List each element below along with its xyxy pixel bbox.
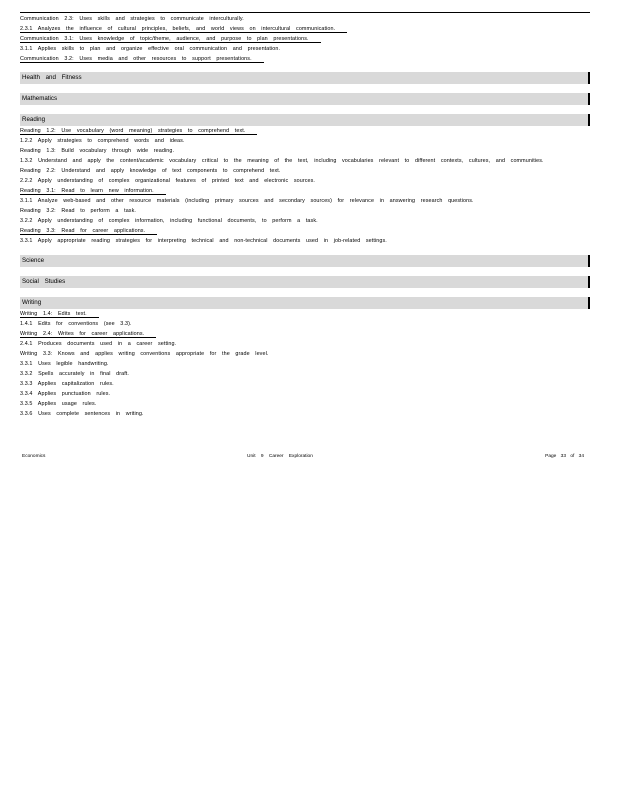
reading-line-text: 3.1.1 Analyze web-based and other resource materials (including primary sources and secondary sources) for relevance in answering research questions.	[20, 198, 474, 204]
footer-page-number: Page 33 of 34	[545, 454, 584, 459]
reading-line	[20, 226, 590, 236]
writing-line	[20, 399, 590, 409]
top-rule	[20, 12, 590, 13]
writing-standards	[20, 309, 590, 419]
reading-line-text: 1.3.2 Understand and apply the content/academic vocabulary critical to the meaning of the text, including vocabularies relevant to different contexts, cultures, and communities.	[20, 158, 544, 164]
writing-line	[20, 339, 590, 349]
communication-line	[20, 24, 590, 34]
writing-line-text: Writing 3.3: Knows and applies writing conventions appropriate for the grade level.	[20, 351, 269, 357]
writing-line-text: 3.3.5 Applies usage rules.	[20, 401, 97, 407]
reading-line	[20, 166, 590, 176]
reading-line	[20, 156, 590, 166]
writing-line-text: 1.4.1 Edits for conventions (see 3.3).	[20, 321, 132, 327]
writing-line	[20, 409, 590, 419]
reading-line-text: Reading 3.2: Read to perform a task.	[20, 208, 136, 214]
reading-line-text: Reading 2.2: Understand and apply knowledge of text components to comprehend text.	[20, 168, 281, 174]
section-header-social-studies: Social Studies	[20, 276, 590, 288]
reading-line	[20, 216, 590, 226]
reading-line	[20, 236, 590, 246]
writing-line	[20, 359, 590, 369]
writing-line	[20, 349, 590, 359]
writing-line-text: Writing 2.4: Writes for career applications.	[20, 331, 156, 338]
writing-line-text: 3.3.3 Applies capitalization rules.	[20, 381, 114, 387]
reading-line-text: 2.2.2 Apply understanding of complex organizational features of printed text and electronic sources.	[20, 178, 316, 184]
reading-line	[20, 206, 590, 216]
section-header-mathematics: Mathematics	[20, 93, 590, 105]
footer-unit: Unit 9 Career Exploration	[247, 454, 313, 459]
communication-line-text: Communication 2.3: Uses skills and strategies to communicate interculturally.	[20, 16, 244, 22]
writing-line	[20, 389, 590, 399]
footer-course: Economics	[22, 454, 46, 459]
reading-line	[20, 146, 590, 156]
communication-line-text: 2.3.1 Analyzes the influence of cultural principles, beliefs, and world views on intercultural communication.	[20, 26, 347, 33]
communication-standards	[20, 14, 590, 64]
communication-line	[20, 44, 590, 54]
communication-line-text: Communication 3.2: Uses media and other resources to support presentations.	[20, 56, 264, 63]
writing-line-text: Writing 1.4: Edits text.	[20, 311, 99, 318]
reading-line	[20, 196, 590, 206]
reading-line	[20, 186, 590, 196]
section-header-reading: Reading	[20, 114, 590, 126]
communication-line	[20, 14, 590, 24]
writing-line	[20, 319, 590, 329]
writing-line	[20, 309, 590, 319]
reading-line-text: Reading 3.3: Read for career applications.	[20, 228, 157, 235]
writing-line	[20, 369, 590, 379]
reading-line	[20, 126, 590, 136]
reading-line-text: 1.2.2 Apply strategies to comprehend words and ideas.	[20, 138, 185, 144]
writing-line-text: 3.3.6 Uses complete sentences in writing.	[20, 411, 144, 417]
writing-line	[20, 379, 590, 389]
communication-line-text: 3.1.1 Applies skills to plan and organize effective oral communication and presentation.	[20, 46, 281, 52]
communication-line	[20, 34, 590, 44]
reading-line-text: 3.3.1 Apply appropriate reading strategies for interpreting technical and non-technical documents used in job-related settings.	[20, 238, 387, 244]
reading-line-text: Reading 3.1: Read to learn new information.	[20, 188, 166, 195]
reading-line	[20, 176, 590, 186]
section-header-science: Science	[20, 255, 590, 267]
reading-line-text: Reading 1.3: Build vocabulary through wide reading.	[20, 148, 175, 154]
writing-line	[20, 329, 590, 339]
reading-standards	[20, 126, 590, 246]
writing-line-text: 2.4.1 Produces documents used in a career setting.	[20, 341, 177, 347]
reading-line-text: Reading 1.2: Use vocabulary (word meaning) strategies to comprehend text.	[20, 128, 257, 135]
reading-line	[20, 136, 590, 146]
writing-line-text: 3.3.1 Uses legible handwriting.	[20, 361, 109, 367]
section-header-writing: Writing	[20, 297, 590, 309]
writing-line-text: 3.3.4 Applies punctuation rules.	[20, 391, 111, 397]
section-header-health: Health and Fitness	[20, 72, 590, 84]
communication-line	[20, 54, 590, 64]
document-page	[20, 12, 590, 419]
reading-line-text: 3.2.2 Apply understanding of complex information, including functional documents, to perform a task.	[20, 218, 318, 224]
communication-line-text: Communication 3.1: Uses knowledge of topic/theme, audience, and purpose to plan presentations.	[20, 36, 321, 43]
writing-line-text: 3.3.2 Spells accurately in final draft.	[20, 371, 129, 377]
